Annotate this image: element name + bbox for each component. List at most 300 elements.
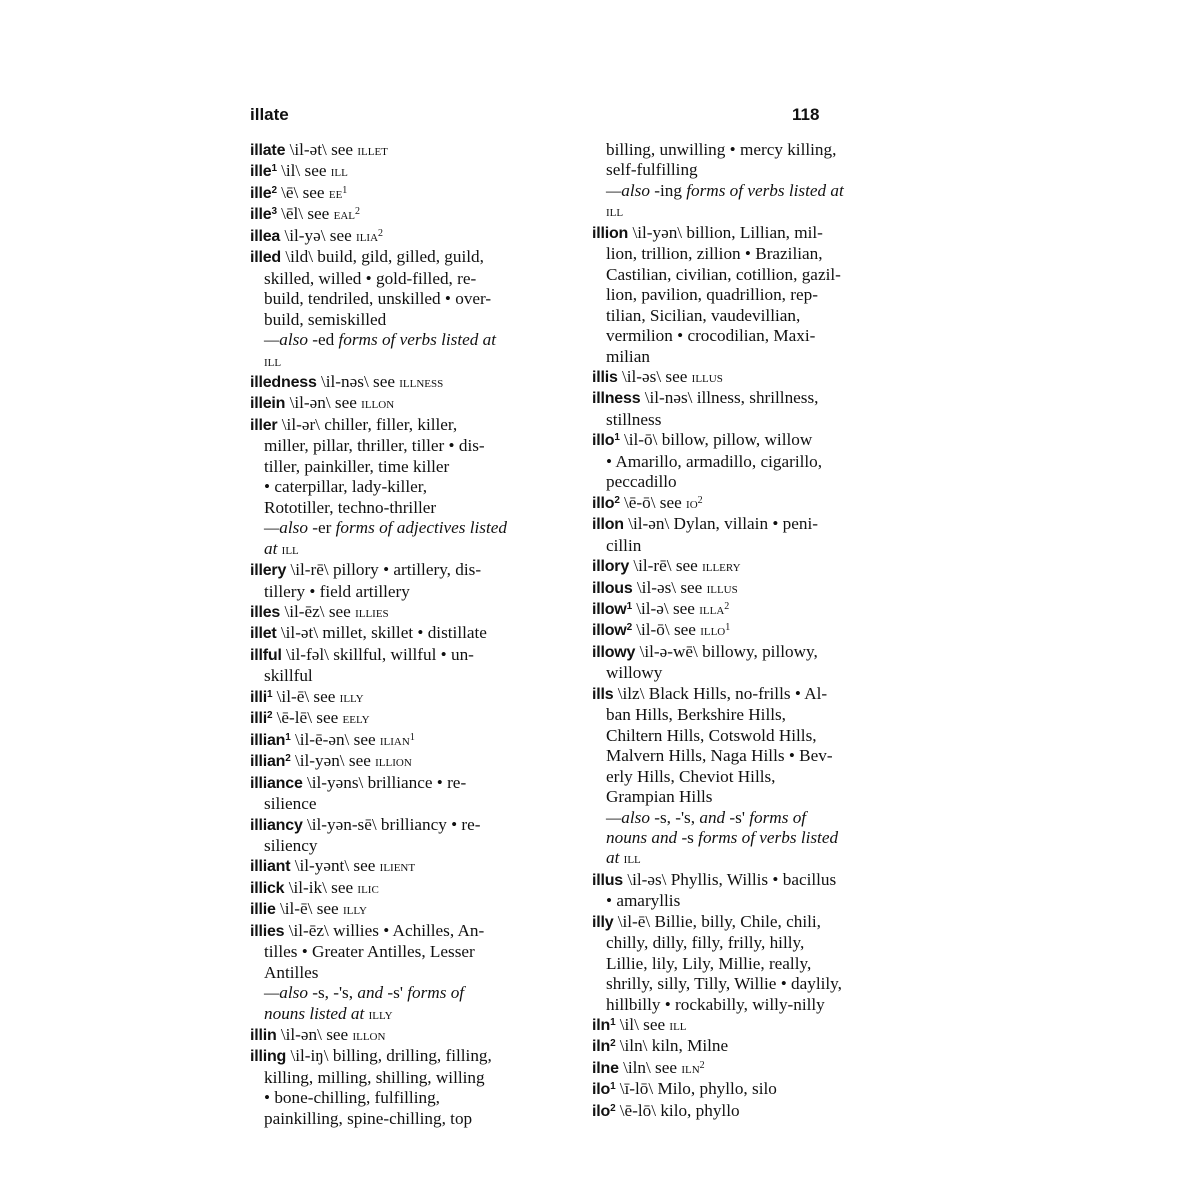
text: \il-rē\ see [629, 556, 703, 576]
text: \il-ət\ see [285, 140, 358, 159]
text: Malvern Hills, Naga Hills • Bev- [606, 746, 833, 766]
dictionary-entry-line [250, 372, 580, 393]
italic-note [334, 330, 496, 349]
text: iller [250, 416, 278, 434]
text: \iln\ see [618, 1057, 682, 1077]
headword [250, 417, 277, 434]
dictionary-entry-line [250, 204, 580, 225]
text: ilian [379, 732, 410, 749]
text: \il-yəns\ brilliance • re- [302, 772, 467, 792]
text: ills [592, 685, 614, 703]
entry-text [264, 836, 317, 855]
text: illus [691, 369, 723, 386]
text: \il-iŋ\ billing, drilling, filling, [286, 1046, 492, 1066]
homograph-number: 3 [271, 206, 277, 218]
entry-text [606, 663, 662, 682]
homograph-number: 2 [610, 1102, 616, 1114]
text: illi [250, 710, 267, 728]
dictionary-entry-line [592, 514, 910, 535]
entry-text [284, 878, 357, 897]
headword [592, 1038, 615, 1055]
text: ill [606, 204, 624, 221]
text: \il-ən\ see [276, 1025, 353, 1045]
text: \iln\ kiln, Milne [615, 1036, 729, 1056]
homograph-number: 2 [610, 1038, 616, 1050]
entry-text [606, 265, 841, 284]
headword [592, 495, 620, 512]
text: illous [592, 579, 633, 597]
entry-text [285, 393, 361, 412]
entry-text [654, 181, 682, 200]
text: —also [264, 330, 313, 350]
text: illie [250, 901, 276, 919]
entry-text [618, 367, 692, 386]
dictionary-entry-line [592, 578, 910, 599]
entry-text [606, 285, 818, 304]
text: ill [330, 164, 348, 181]
entry-text [264, 1088, 440, 1107]
continuation-line [250, 457, 580, 477]
text: \il-nəs\ illness, shrillness, [640, 388, 819, 408]
entry-text [282, 645, 474, 664]
continuation-line [592, 472, 910, 492]
text: \il-ē\ see [272, 686, 340, 706]
headword [592, 390, 640, 407]
dictionary-entry-line [592, 599, 910, 620]
entry-text [615, 1036, 728, 1055]
homograph-number: 2 [266, 710, 273, 722]
entry-text [654, 808, 695, 827]
text: iln [592, 1038, 611, 1056]
running-head: illate [250, 105, 289, 124]
text: tillery • field artillery [264, 581, 410, 601]
text: • amaryllis [606, 891, 681, 911]
headword [250, 923, 284, 940]
headword [250, 604, 280, 621]
text: \il-fəl\ skillful, willful • un- [281, 644, 474, 664]
headword [592, 601, 632, 618]
entry-text [264, 1068, 485, 1087]
continuation-line [250, 477, 580, 497]
text: \il-ē-ən\ see [290, 729, 380, 749]
dictionary-entry-line [250, 921, 580, 942]
text: —also [264, 983, 313, 1003]
headword [592, 1017, 615, 1034]
entry-text [264, 942, 475, 961]
text: ill [281, 541, 299, 558]
continuation-line [592, 181, 910, 201]
cross-reference [380, 733, 415, 749]
continuation-line [250, 330, 580, 350]
text: illin [250, 1027, 277, 1045]
continuation-line [250, 794, 580, 814]
text: milian [606, 346, 650, 366]
dictionary-entry-line [250, 878, 580, 899]
continuation-line [250, 289, 580, 309]
text: illies [250, 922, 285, 940]
headword [250, 163, 277, 180]
entry-text [640, 388, 818, 407]
text: skilled, willed • gold-filled, re- [264, 268, 477, 288]
homograph-number: 1 [610, 1081, 616, 1093]
cross-reference [700, 623, 730, 639]
text: illow [592, 600, 627, 618]
entry-text [606, 787, 712, 806]
continuation-line [250, 351, 580, 372]
continuation-line [250, 539, 580, 560]
entry-text [264, 457, 449, 476]
entry-text [606, 974, 842, 993]
text: illful [250, 646, 282, 664]
cross-reference [329, 186, 347, 202]
dictionary-entry-line [250, 1025, 580, 1046]
headword [592, 686, 613, 703]
dictionary-entry-line [250, 602, 580, 623]
text: nouns listed at [264, 1003, 369, 1023]
text: illus [706, 580, 738, 597]
dictionary-entry-line [592, 684, 910, 705]
text: eal [333, 207, 355, 224]
italic-note [695, 808, 729, 827]
italic-note [264, 983, 312, 1002]
continuation-line [250, 942, 580, 962]
homograph-number: 1 [285, 731, 291, 743]
text: -ing [654, 180, 682, 200]
text: Chiltern Hills, Cotswold Hills, [606, 725, 817, 745]
entry-text [632, 599, 699, 618]
text: \il-ō\ billow, pillow, willow [619, 430, 813, 450]
entry-text [277, 623, 487, 642]
text: chilly, dilly, filly, frilly, hilly, [606, 933, 805, 953]
headword [250, 732, 291, 749]
continuation-line [592, 265, 910, 285]
headword [250, 647, 282, 664]
headword [250, 206, 277, 223]
text: ille [250, 163, 272, 181]
headword [250, 1048, 286, 1065]
headword [592, 580, 633, 597]
entry-text [606, 767, 775, 786]
continuation-line [250, 436, 580, 456]
continuation-line [592, 347, 910, 367]
continuation-line [250, 498, 580, 518]
cross-reference [357, 143, 388, 159]
cross-reference [606, 204, 623, 220]
homograph-number: 1 [626, 600, 632, 612]
entry-text [291, 730, 380, 749]
text: \il-ət\ millet, skillet • distillate [276, 623, 487, 643]
text: \il-əs\ Phyllis, Willis • bacillus [623, 869, 837, 889]
text: • bone-chilling, fulfilling, [264, 1088, 440, 1108]
headword [592, 1060, 619, 1077]
homograph-number: 2 [724, 600, 730, 612]
homograph-number: 2 [697, 494, 703, 506]
dictionary-entry-line [250, 730, 580, 751]
headword [250, 880, 284, 897]
text: illness [399, 374, 444, 391]
text: \il-rē\ pillory • artillery, dis- [286, 560, 482, 580]
entry-text [277, 183, 329, 202]
dictionary-entry-line [250, 687, 580, 708]
entry-text [264, 269, 476, 288]
continuation-line [592, 767, 910, 787]
text: at [264, 538, 282, 558]
text: illiancy [250, 816, 303, 834]
entry-text [624, 514, 818, 533]
continuation-line [592, 663, 910, 683]
cross-reference [669, 1018, 686, 1034]
dictionary-entry-line [592, 1036, 910, 1057]
entry-text [606, 306, 800, 325]
text: illo [592, 432, 615, 450]
entry-text [264, 963, 318, 982]
text: illis [592, 368, 618, 386]
text: -s' [387, 983, 403, 1003]
entry-text [606, 347, 650, 366]
headword [250, 562, 286, 579]
italic-note [606, 808, 654, 827]
entry-text [264, 582, 410, 601]
entry-text [620, 493, 686, 512]
text: illy [342, 902, 367, 919]
headword [250, 185, 277, 202]
cross-reference [399, 375, 443, 391]
headword [592, 872, 623, 889]
headword [250, 249, 281, 266]
italic-note [353, 983, 387, 1002]
continuation-line [592, 410, 910, 430]
italic-note [694, 828, 838, 847]
continuation-line [592, 808, 910, 828]
text: \il-ēz\ willies • Achilles, An- [284, 920, 485, 940]
dictionary-entry-line [250, 773, 580, 794]
text: illate [250, 142, 286, 159]
text: -s [681, 827, 694, 847]
text: illick [250, 879, 285, 897]
continuation-line [592, 306, 910, 326]
continuation-line [250, 836, 580, 856]
headword [250, 775, 303, 792]
text: silience [264, 794, 317, 814]
headword [250, 374, 317, 391]
continuation-line [592, 326, 910, 346]
text: \il-ə-wē\ billowy, pillowy, [635, 641, 818, 661]
headword [592, 432, 620, 449]
text: \il-ēz\ see [280, 601, 356, 621]
continuation-line [592, 746, 910, 766]
italic-note [264, 1004, 369, 1023]
text: self-fulfilling [606, 160, 698, 180]
entry-text [264, 310, 386, 329]
text: \il-yənt\ see [290, 856, 380, 876]
entry-text [312, 983, 353, 1002]
text: \il-ən\ see [285, 393, 362, 413]
text: iln [681, 1060, 700, 1077]
dictionary-entry-line [592, 642, 910, 663]
entry-text [615, 1015, 669, 1034]
text: -er [312, 518, 332, 538]
entry-text [264, 666, 313, 685]
entry-text [606, 244, 823, 263]
text: ill [669, 1018, 687, 1035]
text: painkilling, spine-chilling, top [264, 1108, 473, 1128]
dictionary-entry-line [250, 183, 580, 204]
dictionary-entry-line [592, 912, 910, 933]
dictionary-entry-line [592, 388, 910, 409]
headword [250, 901, 276, 918]
text: Antilles [264, 962, 319, 982]
cross-reference [357, 881, 378, 897]
continuation-line [250, 1004, 580, 1025]
text: illion [592, 224, 629, 242]
dictionary-entry-line [250, 393, 580, 414]
headword [250, 228, 280, 245]
text: \il-ə\ see [631, 598, 700, 618]
text: illian [250, 753, 286, 771]
homograph-number: 2 [271, 184, 277, 196]
text: at [606, 848, 624, 868]
italic-note [606, 181, 654, 200]
italic-note [403, 983, 464, 1002]
entry-text [303, 773, 467, 792]
entry-text [606, 472, 677, 491]
cross-reference [356, 229, 383, 245]
text: ilic [357, 880, 379, 897]
text: iln [592, 1017, 611, 1035]
continuation-line [250, 269, 580, 289]
text: miller, pillar, thriller, tiller • dis- [264, 436, 485, 456]
text: and [695, 807, 730, 827]
entry-text [681, 828, 693, 847]
text: forms of adjectives listed [331, 518, 507, 538]
entry-text [272, 687, 339, 706]
continuation-line [592, 787, 910, 807]
text: \il-əs\ see [617, 366, 692, 386]
text: illein [250, 395, 286, 413]
dictionary-entry-line [250, 708, 580, 729]
dictionary-entry-line [592, 1079, 910, 1100]
text: nouns and [606, 827, 682, 847]
cross-reference [343, 711, 370, 727]
continuation-line [250, 1088, 580, 1108]
dictionary-entry-line [592, 493, 910, 514]
text: illa [699, 601, 725, 618]
dictionary-entry-line [250, 645, 580, 666]
text: \il\ see [615, 1015, 670, 1035]
continuation-line [592, 140, 910, 160]
text: \ilz\ Black Hills, no-frills • Al- [613, 683, 828, 703]
continuation-line [592, 201, 910, 222]
text: -s, -'s, [654, 807, 696, 827]
text: ille [250, 206, 272, 224]
entry-text [606, 891, 680, 910]
continuation-line [250, 666, 580, 686]
entry-text [606, 452, 822, 471]
headword [592, 622, 632, 639]
headword [592, 644, 635, 661]
entry-text [606, 140, 836, 159]
entry-text [280, 226, 356, 245]
dictionary-entry-line [592, 620, 910, 641]
text: illus [592, 871, 624, 889]
text: \il-ik\ see [284, 877, 358, 897]
text: \il-nəs\ see [316, 371, 400, 391]
text: \il\ see [276, 161, 331, 181]
text: illy [339, 689, 364, 706]
text: \ē-lō\ kilo, phyllo [615, 1100, 740, 1120]
text: build, semiskilled [264, 309, 387, 329]
homograph-number: 1 [610, 1017, 616, 1029]
text: illi [250, 688, 267, 706]
entry-text [285, 140, 357, 159]
text: \il-əs\ see [632, 577, 707, 597]
entry-text [264, 477, 427, 496]
headword [250, 395, 285, 412]
text: illon [361, 396, 395, 413]
text: illow [592, 622, 627, 640]
text: erly Hills, Cheviot Hills, [606, 766, 776, 786]
text: illon [352, 1028, 386, 1045]
headword [592, 369, 618, 386]
text: forms of [744, 807, 807, 827]
text: ilne [592, 1059, 619, 1077]
cross-reference [692, 370, 723, 386]
headword [592, 516, 624, 533]
text: ill [623, 851, 641, 868]
text: forms of verbs listed at [681, 180, 844, 200]
dictionary-entry-line [250, 560, 580, 581]
dictionary-entry-line [592, 1015, 910, 1036]
homograph-number: 2 [626, 622, 632, 634]
dictionary-entry-line [250, 140, 580, 161]
entry-text [284, 921, 484, 940]
homograph-number: 2 [614, 494, 620, 506]
left-column [250, 140, 580, 1129]
continuation-line [592, 726, 910, 746]
homograph-number: 1 [271, 163, 277, 175]
cross-reference [355, 605, 389, 621]
continuation-line [250, 963, 580, 983]
text: \ild\ build, gild, gilled, guild, [281, 247, 484, 267]
continuation-line [250, 518, 580, 538]
text: willowy [606, 663, 663, 683]
text: illiance [250, 774, 303, 792]
text: hillbilly • rockabilly, willy-nilly [606, 994, 825, 1014]
text: ilo [592, 1102, 611, 1120]
headword [250, 625, 277, 642]
text: \il-ē\ Billie, billy, Chile, chili, [613, 911, 821, 931]
headword [592, 1103, 615, 1120]
text: \ēl\ see [276, 204, 334, 224]
cross-reference [334, 207, 360, 223]
headword [250, 689, 272, 706]
continuation-line [592, 452, 910, 472]
right-column [592, 140, 910, 1122]
headword [592, 1081, 615, 1098]
text: illed [250, 249, 282, 267]
entry-text [277, 204, 334, 223]
text: \il-yən-sē\ brilliancy • re- [302, 814, 481, 834]
entry-text [620, 430, 813, 449]
continuation-line [250, 983, 580, 1003]
entry-text [613, 912, 821, 931]
homograph-number: 1 [342, 184, 348, 196]
entry-text [635, 642, 818, 661]
text: illowy [592, 643, 636, 661]
headword [250, 710, 272, 727]
text: illy [592, 913, 614, 931]
entry-text [276, 899, 343, 918]
